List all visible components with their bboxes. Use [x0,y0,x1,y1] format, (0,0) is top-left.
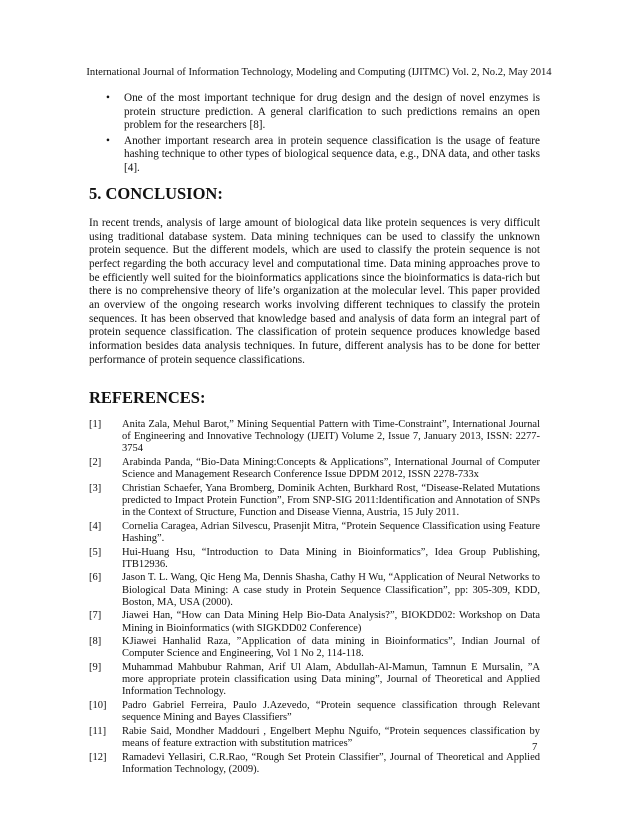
bullet-dot-icon: • [106,134,110,147]
reference-number: [3] [89,482,102,494]
page-number: 7 [532,741,538,753]
bullet-item [104,135,540,176]
reference-text: Jiawei Han, “How can Data Mining Help Bio-Data Analysis?”, BIOKDD02: Workshop on Data Mining in Bioinformatics (with SIGKDD02 Conference) [122,610,540,634]
references-heading: REFERENCES: [89,388,206,407]
reference-text: Jason T. L. Wang, Qic Heng Ma, Dennis Shasha, Cathy H Wu, “Application of Neural Networks to Biological Data Mining: A case study in Protein Sequence Classification”, pp: 305-309, KDD, Boston, MA, USA (2000). [122,572,540,608]
reference-item [89,752,540,776]
reference-number: [8] [89,636,102,648]
reference-number: [10] [89,699,107,711]
reference-text: Arabinda Panda, “Bio-Data Mining:Concepts & Applications”, International Journal of Computer Science and Management Research Conference Issue DPDM 2012, ISSN 2278-733x [122,457,540,481]
reference-item [89,483,540,520]
reference-number: [6] [89,572,102,584]
references-list [89,419,540,777]
reference-text: Cornelia Caragea, Adrian Silvescu, Prasenjit Mitra, “Protein Sequence Classification using Feature Hashing”. [122,520,540,544]
reference-text: Hui-Huang Hsu, “Introduction to Data Mining in Bioinformatics”, Idea Group Publishing, ITB12936. [122,546,540,570]
reference-item [89,610,540,634]
reference-text: Muhammad Mahbubur Rahman, Arif Ul Alam, Abdullah-Al-Mamun, Tamnun E Mursalin, ”A more appropriate protein classification using Data mining”, Journal of Theoretical and Applied Information Technology. [122,661,540,698]
conclusion-body: In recent trends, analysis of large amount of biological data like protein sequences is very difficult using traditional database system. Data mining techniques can be used to classify the unknown protein sequence. But the different models, which are used to classify the protein sequence is not perfect regarding the both accuracy level and computational time. Data mining approaches prove to be efficiently well suited for the bioinformatics applications since the bioinformatics is data-rich but there is no comprehensive theory of life’s organization at the molecular level. This paper provided an overview of the ongoing research works involving different techniques to classify the protein sequences. It has been observed that knowledge based and analysis of data form an integral part of protein sequence classification. The classification of protein sequence produces knowledge based information besides data analysis techniques. In future, different analysis has to be done for better performance of protein sequence classifications. [89,217,540,366]
reference-number: [5] [89,546,102,558]
bullet-list [104,92,540,178]
reference-number: [11] [89,725,107,737]
reference-item [89,636,540,660]
reference-number: [12] [89,751,107,763]
reference-number: [4] [89,520,102,532]
reference-item [89,700,540,724]
bullet-text: Another important research area in protein sequence classification is the usage of feature hashing technique to other types of biological sequence data, e.g., DNA data, and other tasks [4]. [124,134,540,174]
reference-text: Padro Gabriel Ferreira, Paulo J.Azevedo, “Protein sequence classification through Relevant sequence Mining and Bayes Classifiers” [122,699,540,724]
reference-number: [1] [89,419,102,430]
reference-item [89,662,540,699]
reference-text: Ramadevi Yellasiri, C.R.Rao, “Rough Set Protein Classifier”, Journal of Theoretical and Applied Information Technology, (2009). [122,751,540,775]
reference-text: KJiawei Hanhalid Raza, ”Application of data mining in Bioinformatics”, Indian Journal of Computer Science and Engineering, Vol 1 No 2, 114-118. [122,636,540,660]
conclusion-heading: 5. CONCLUSION: [89,184,223,203]
reference-item [89,419,540,456]
reference-number: [7] [89,610,102,622]
reference-text: Christian Schaefer, Yana Bromberg, Dominik Achten, Burkhard Rost, “Disease-Related Mutations predicted to Impact Protein Function”, From SNP-SIG 2011:Identification and Annotation of SNPs in the Context of Structure, Function and Disease Vienna, Austria, 15 July 2011. [122,482,540,519]
bullet-item [104,92,540,133]
reference-text: Rabie Said, Mondher Maddouri , Engelbert Mephu Nguifo, “Protein sequences classification by means of feature extraction with substitution matrices” [122,725,540,749]
reference-text: Anita Zala, Mehul Barot,” Mining Sequential Pattern with Time-Constraint”, International Journal of Engineering and Innovative Technology (IJEIT) Volume 2, Issue 7, January 2013, ISSN: 2277-3754 [122,419,540,455]
bullet-text: One of the most important technique for drug design and the design of novel enzymes is protein structure prediction. A general clarification to such predictions remains an open problem for the researchers [8]. [124,92,540,132]
reference-number: [2] [89,457,102,468]
reference-item [89,547,540,571]
reference-item [89,726,540,750]
reference-item [89,572,540,609]
running-header: International Journal of Information Technology, Modeling and Computing (IJITMC) Vol. 2, No.2, May 2014 [86,67,552,78]
bullet-dot-icon: • [106,92,110,104]
reference-item [89,521,540,545]
reference-number: [9] [89,661,102,673]
reference-item [89,457,540,481]
